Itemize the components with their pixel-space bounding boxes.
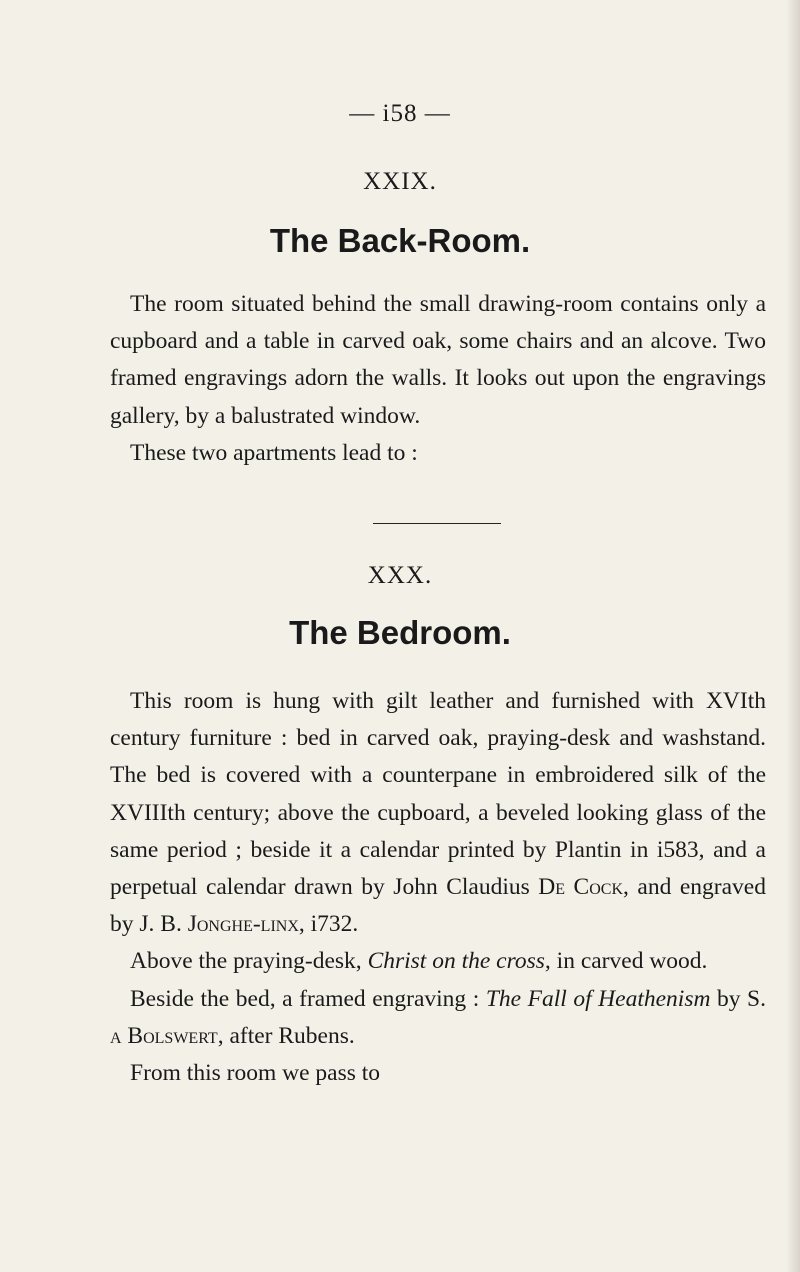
- text-span: in carved wood.: [550, 948, 708, 975]
- section-divider-rule: [373, 523, 501, 524]
- section-body-bedroom: [110, 683, 766, 1092]
- artwork-title: The Fall of Heathenism: [485, 985, 711, 1012]
- paragraph: [110, 683, 766, 943]
- text-span: This room is hung with gilt leather and furnished with XVIth century furniture : bed in carved oak, praying-desk and washstand. The bed is covered with a counterpane in embroidered silk of the XVIIIth century; above the cupboard, a beveled looking glass of the same period ; beside it a calendar printed by Plantin in i583, and a perpetual calendar drawn by John Claudius: [110, 688, 766, 901]
- artwork-title: Christ on the cross,: [367, 948, 551, 975]
- page-number: — i58 —: [349, 100, 451, 127]
- name-bolswert: a Bolswert: [110, 1022, 218, 1049]
- name-de-cock: De Cock: [538, 874, 624, 901]
- section-title-bedroom: The Bedroom.: [289, 614, 511, 651]
- paragraph: [110, 943, 766, 980]
- text-span: , i732.: [298, 911, 359, 938]
- text-span: by S.: [710, 985, 766, 1012]
- paragraph: From this room we pass to: [130, 1060, 381, 1087]
- text-span: Above the praying-desk,: [130, 948, 368, 975]
- paragraph: These two apartments lead to :: [130, 439, 418, 466]
- text-span: , after Rubens.: [217, 1022, 355, 1049]
- paragraph: [110, 981, 766, 1055]
- text-span: Beside the bed, a framed engraving :: [130, 985, 486, 1012]
- paragraph: The room situated behind the small drawing-room contains only a cupboard and a table in carved oak, some chairs and an alcove. Two framed engravings adorn the walls. It looks out upon the engravings gallery, by a balustrated window.: [110, 291, 766, 429]
- section-numeral-xxx: XXX.: [367, 562, 433, 589]
- section-body-back-room: [110, 286, 766, 472]
- name-jonghelinx: Jonghe-linx: [187, 911, 299, 938]
- section-title-back-room: The Back-Room.: [269, 222, 531, 259]
- text-span: , and engraved by J. B.: [110, 874, 766, 938]
- section-numeral-xxix: XXIX.: [363, 168, 437, 195]
